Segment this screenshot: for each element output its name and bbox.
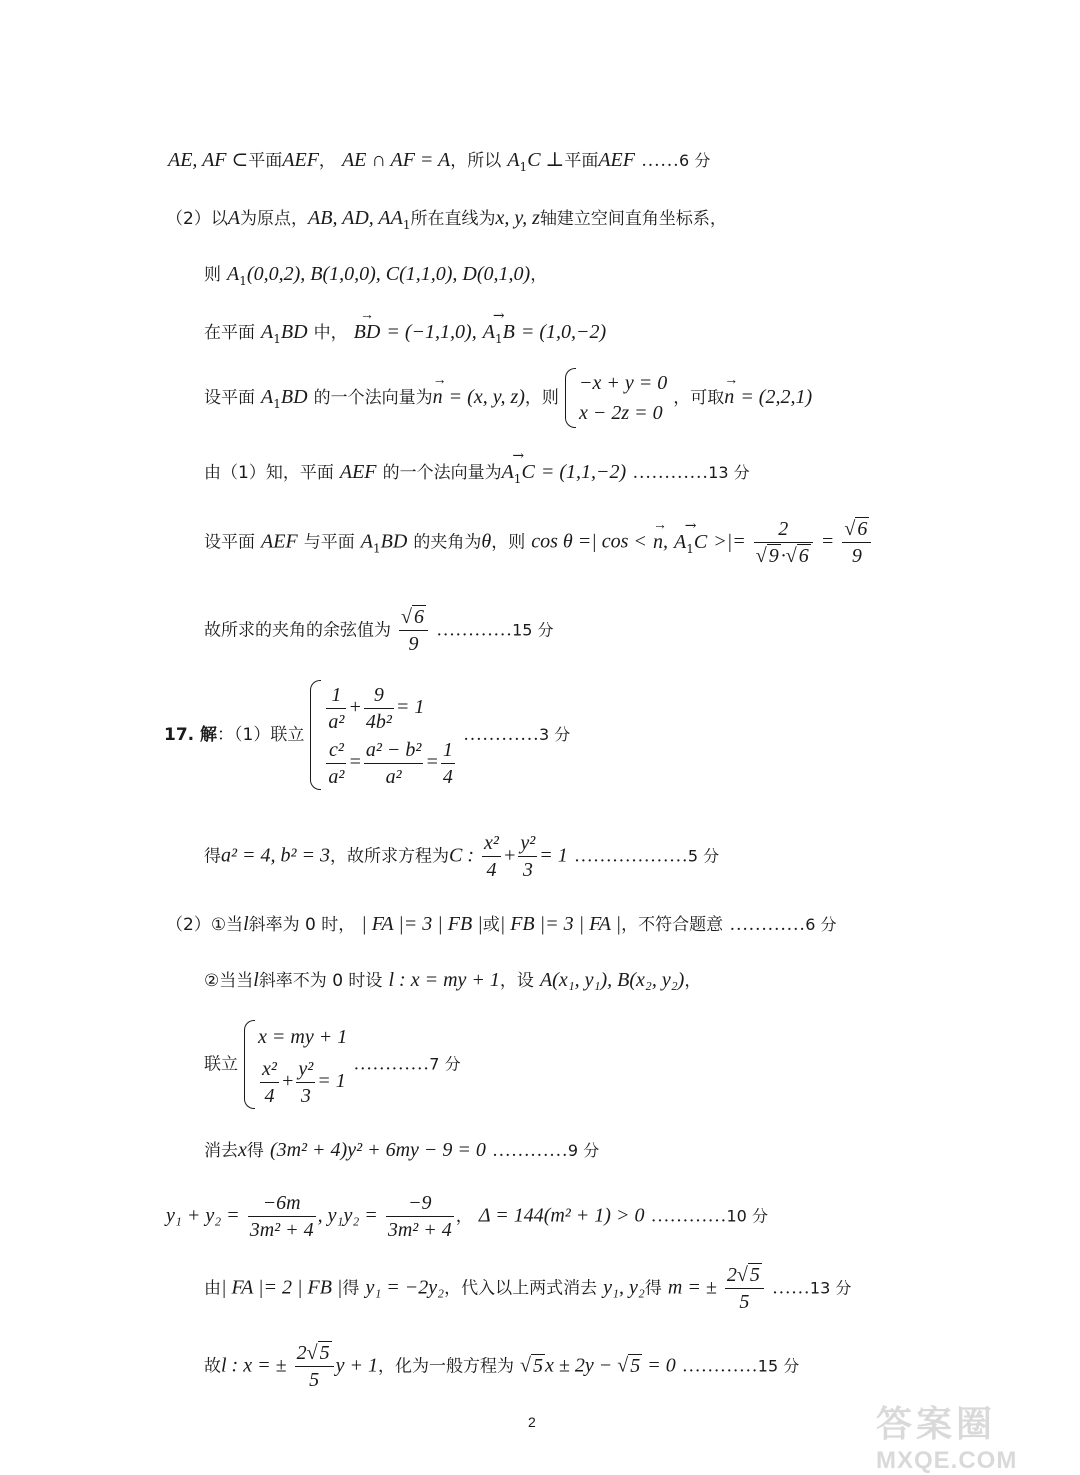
line-14 (204, 1138, 599, 1163)
fraction (386, 1190, 454, 1243)
fraction (399, 604, 428, 657)
denominator: a² (385, 765, 402, 788)
math: AE ∩ AF = A (341, 149, 451, 171)
subscript: 1 (513, 471, 522, 486)
text: ，化为一般方程为 (377, 1356, 514, 1377)
fraction (364, 682, 394, 735)
math: = (1,0,−2) (520, 321, 607, 343)
math: BD (280, 321, 308, 343)
text: ，故所求方程为 (329, 846, 449, 867)
math: y₁ = −2y₂ (365, 1276, 445, 1299)
math: A (261, 386, 274, 408)
line-12 (204, 968, 701, 993)
math: l (253, 969, 259, 991)
math: y₁, y₂ (603, 1276, 645, 1299)
denominator: √ 9 ·√ 6 (755, 545, 809, 567)
leader-dots: …… (641, 150, 680, 171)
radicand: 9 (768, 545, 779, 567)
text: 平面 (564, 151, 599, 171)
fraction (482, 830, 501, 883)
subscript: 1 (519, 159, 528, 174)
fraction (364, 737, 424, 790)
radicand: 6 (798, 545, 809, 567)
math: = 1 (539, 844, 568, 867)
operator: + (348, 696, 362, 718)
text: 或 (482, 915, 500, 935)
math: = (2,2,1) (740, 386, 813, 408)
leader-dots: ………… (729, 914, 806, 935)
problem-number: 17. 解 (164, 724, 218, 745)
math: A (673, 530, 687, 553)
line-2 (166, 206, 727, 237)
numerator: 9 (364, 682, 394, 709)
fraction (260, 1056, 279, 1109)
text: 斜率为 0 时， (248, 915, 356, 935)
score: 15 分 (757, 1356, 800, 1376)
numerator: 1 (441, 737, 455, 764)
denominator: 9 (408, 633, 419, 655)
line-8 (204, 604, 554, 657)
numerator: y² (296, 1056, 315, 1083)
text: ，代入以上两式消去 (444, 1278, 598, 1299)
line-7 (204, 516, 873, 569)
numerator: −6m (248, 1190, 316, 1217)
math: A (507, 149, 520, 171)
leader-dots: ………… (650, 1205, 727, 1227)
score: 5 分 (687, 846, 720, 866)
denominator: 3m² + 4 (387, 1219, 452, 1241)
text: ，则 (524, 388, 559, 408)
text: 所在直线为 (410, 209, 496, 229)
math: B (502, 321, 515, 343)
math: A (360, 530, 374, 553)
radicand: 5 (749, 1264, 760, 1286)
watermark-logo (876, 1396, 1056, 1474)
fraction (248, 1190, 316, 1243)
equation: −x + y = 0 (578, 372, 668, 394)
brace (565, 368, 576, 428)
fraction (295, 1340, 334, 1393)
denominator: 3m² + 4 (249, 1219, 314, 1241)
math: m = ± (667, 1276, 717, 1299)
math: BD (380, 530, 408, 553)
line-4 (204, 320, 606, 351)
math: Δ = 144(m² + 1) > 0 (478, 1204, 645, 1227)
denominator: 5 (739, 1291, 750, 1313)
fraction (326, 737, 346, 790)
text: ， (318, 151, 336, 171)
math: | FB |= 3 | FA | (499, 913, 622, 935)
coefficient: 2 (726, 1264, 737, 1286)
math: = (x, y, z) (448, 386, 525, 408)
radicand: 6 (414, 606, 425, 628)
vector: → BD (354, 320, 381, 344)
numerator: a² − b² (364, 737, 424, 764)
denominator: 3 (522, 859, 533, 881)
coefficient: 2 (296, 1342, 307, 1364)
math: l : x = my + 1 (388, 969, 500, 991)
denominator: 9 (851, 545, 862, 567)
vector-a1c (502, 460, 535, 491)
math: BD (280, 386, 308, 408)
math: AE, AF ⊂ (168, 149, 249, 171)
math: AEF (598, 149, 635, 171)
numerator: 2 (754, 516, 813, 543)
fraction (754, 516, 813, 569)
math: = (−1,1,0), (386, 321, 477, 343)
text: 得 (246, 1141, 264, 1161)
operator: = (425, 750, 439, 773)
text: ，可取 (673, 388, 725, 408)
radicand: 6 (857, 518, 868, 540)
text: 与平面 (303, 532, 355, 553)
score: 9 分 (567, 1141, 600, 1160)
leader-dots: ………… (353, 1053, 430, 1075)
text: ，不符合题意 (621, 915, 724, 935)
math: A (227, 263, 240, 285)
text: 的夹角为 (413, 532, 482, 553)
line-9 (164, 680, 570, 790)
page-number: 2 (528, 1414, 536, 1430)
text: 则 (204, 265, 221, 285)
denominator: a² (328, 710, 345, 733)
watermark-text: 答案圈 (876, 1404, 997, 1445)
text: 故所求的夹角的余弦值为 (204, 620, 391, 641)
equation-system (310, 680, 457, 790)
radicand: 5 (319, 1342, 330, 1364)
operator: = 1 (395, 696, 425, 718)
math: √ 5 x ± 2y − √ 5 = 0 (520, 1354, 676, 1377)
math: A (482, 321, 495, 343)
text: ，所以 (450, 151, 502, 171)
score: 7 分 (429, 1054, 461, 1074)
math: = (1,1,−2) (540, 461, 627, 483)
vector: → n (653, 530, 663, 554)
equation (324, 680, 457, 735)
brace (244, 1020, 255, 1109)
fraction (842, 516, 871, 569)
math: A(x₁, y₁), B(x₂, y₂) (539, 969, 685, 991)
line-15 (166, 1190, 768, 1243)
operator: + (280, 1070, 295, 1092)
math: y + 1 (335, 1354, 378, 1377)
math: (0,0,2), B(1,0,0), C(1,1,0), D(0,1,0) (246, 263, 531, 285)
math: A (227, 207, 241, 229)
math: AEF (261, 530, 298, 553)
text: 为原点， (240, 209, 309, 229)
leader-dots: ………… (436, 619, 513, 641)
equation: x = my + 1 (258, 1026, 348, 1048)
text: ， (530, 265, 548, 285)
numerator: −9 (386, 1190, 454, 1217)
denominator: a² (328, 765, 345, 788)
fraction (296, 1056, 315, 1109)
math: AEF (339, 461, 377, 483)
score: 10 分 (726, 1206, 768, 1226)
numerator: √ 6 (399, 604, 428, 631)
line-1 (168, 148, 710, 179)
text: 斜率不为 0 时设 (258, 971, 383, 991)
leader-dots: ………… (681, 1355, 758, 1377)
math: x ± 2y − (545, 1354, 613, 1377)
text: ：（1）联立 (217, 724, 305, 745)
denominator: 4 (264, 1084, 275, 1107)
subscript: 1 (402, 217, 411, 232)
line-13 (204, 1020, 461, 1109)
subscript: 1 (686, 541, 694, 556)
math: = (820, 530, 835, 553)
text: ，设 (499, 971, 534, 991)
score: 13 分 (708, 463, 750, 482)
line-3 (204, 262, 547, 293)
denominator: 4 (486, 859, 497, 881)
equation-system (244, 1020, 347, 1109)
text: 中， (313, 323, 348, 343)
line-10 (204, 830, 719, 883)
subscript: 1 (494, 331, 503, 346)
text: 平面 (248, 151, 283, 171)
text: 的一个法向量为 (382, 463, 502, 483)
score: 3 分 (538, 724, 571, 744)
denominator: 3 (300, 1084, 311, 1107)
denominator: 4 (442, 765, 453, 788)
radicand: 5 (630, 1354, 641, 1377)
text: 设平面 (204, 532, 255, 553)
numerator: x² (260, 1056, 279, 1083)
denominator: 5 (309, 1369, 320, 1391)
math: a² = 4, b² = 3 (221, 844, 330, 867)
line-5 (204, 368, 812, 428)
line-11 (166, 912, 836, 937)
leader-dots: ……………… (573, 845, 688, 867)
text: 故 (204, 1356, 221, 1377)
text: ②当当 (204, 971, 254, 991)
math: x, y, z (495, 207, 540, 229)
math: , y₁y₂ = (317, 1204, 378, 1227)
line-16 (204, 1262, 851, 1315)
fraction (725, 1262, 764, 1315)
math: l (243, 913, 249, 935)
numerator: y² (518, 830, 537, 857)
text: 的一个法向量为 (313, 388, 433, 408)
text: 得 (644, 1278, 662, 1299)
math: AB, AD, AA (308, 207, 403, 229)
equation: x − 2z = 0 (578, 402, 663, 424)
fraction (326, 682, 346, 735)
vector-a1b (483, 320, 515, 351)
leader-dots: ………… (491, 1140, 568, 1161)
math: x (238, 1139, 247, 1161)
line-6 (204, 460, 750, 491)
math: l : x = ± (221, 1354, 287, 1377)
operator: = (348, 750, 362, 773)
text: 在平面 (204, 323, 255, 343)
fraction (441, 737, 455, 790)
math: cos θ =| cos < (531, 530, 647, 553)
math: = 0 (647, 1354, 676, 1377)
text: （2）以 (166, 209, 228, 229)
vector: → n (433, 385, 443, 409)
operator: = 1 (317, 1070, 346, 1092)
score: 13 分 (809, 1278, 852, 1298)
equation-system (565, 368, 667, 428)
numerator: √ 6 (842, 516, 871, 543)
subscript: 1 (273, 331, 281, 346)
subscript: 1 (273, 396, 281, 411)
watermark-url: MXQE.COM (876, 1447, 1018, 1474)
text: 联立 (204, 1054, 238, 1075)
math: C : (448, 844, 474, 867)
fraction (518, 830, 537, 883)
text: ，则 (491, 532, 526, 553)
text: 设平面 (204, 388, 255, 408)
numerator: x² (482, 830, 501, 857)
text: 轴建立空间直角坐标系， (539, 209, 727, 229)
radicand: 5 (533, 1354, 544, 1377)
score: 6 分 (805, 915, 837, 934)
math: AEF (282, 149, 319, 171)
brace (310, 680, 321, 790)
numerator: 1 (326, 682, 346, 709)
equation (324, 735, 457, 790)
math: θ (481, 530, 492, 553)
line-17 (204, 1340, 799, 1393)
score: 6 分 (679, 151, 711, 170)
math: y₁ + y₂ = (166, 1204, 240, 1227)
math: A (501, 461, 514, 483)
math: C (693, 530, 708, 553)
leader-dots: ………… (632, 462, 709, 483)
math: | FA |= 3 | FB | (361, 913, 483, 935)
vector-a1c (674, 530, 707, 561)
denominator: 4b² (365, 710, 392, 733)
leader-dots: …… (771, 1277, 810, 1299)
text: 得 (342, 1278, 360, 1299)
math: C ⊥ (527, 149, 565, 171)
score: 15 分 (512, 620, 554, 640)
numerator: 2√ 5 (725, 1262, 764, 1289)
text: 得 (204, 846, 221, 867)
text: 由 (204, 1278, 221, 1299)
math: C (521, 461, 535, 483)
numerator: c² (326, 737, 346, 764)
numerator: 2√ 5 (295, 1340, 334, 1367)
subscript: 1 (239, 273, 247, 288)
math: , (662, 530, 668, 553)
text: ， (455, 1206, 473, 1227)
text: 消去 (204, 1141, 238, 1161)
dot: · (780, 545, 786, 567)
text: 由（1）知，平面 (204, 463, 334, 483)
math: (3m² + 4)y² + 6my − 9 = 0 (269, 1139, 486, 1161)
subscript: 1 (373, 541, 381, 556)
leader-dots: ………… (462, 723, 539, 745)
text: （2）①当 (166, 915, 244, 935)
math: >|= (713, 530, 746, 553)
text: ， (684, 971, 702, 991)
math: | FA |= 2 | FB | (221, 1276, 343, 1299)
operator: + (502, 844, 517, 867)
vector: → n (724, 385, 734, 409)
math: A (261, 321, 274, 343)
equation (258, 1054, 347, 1109)
